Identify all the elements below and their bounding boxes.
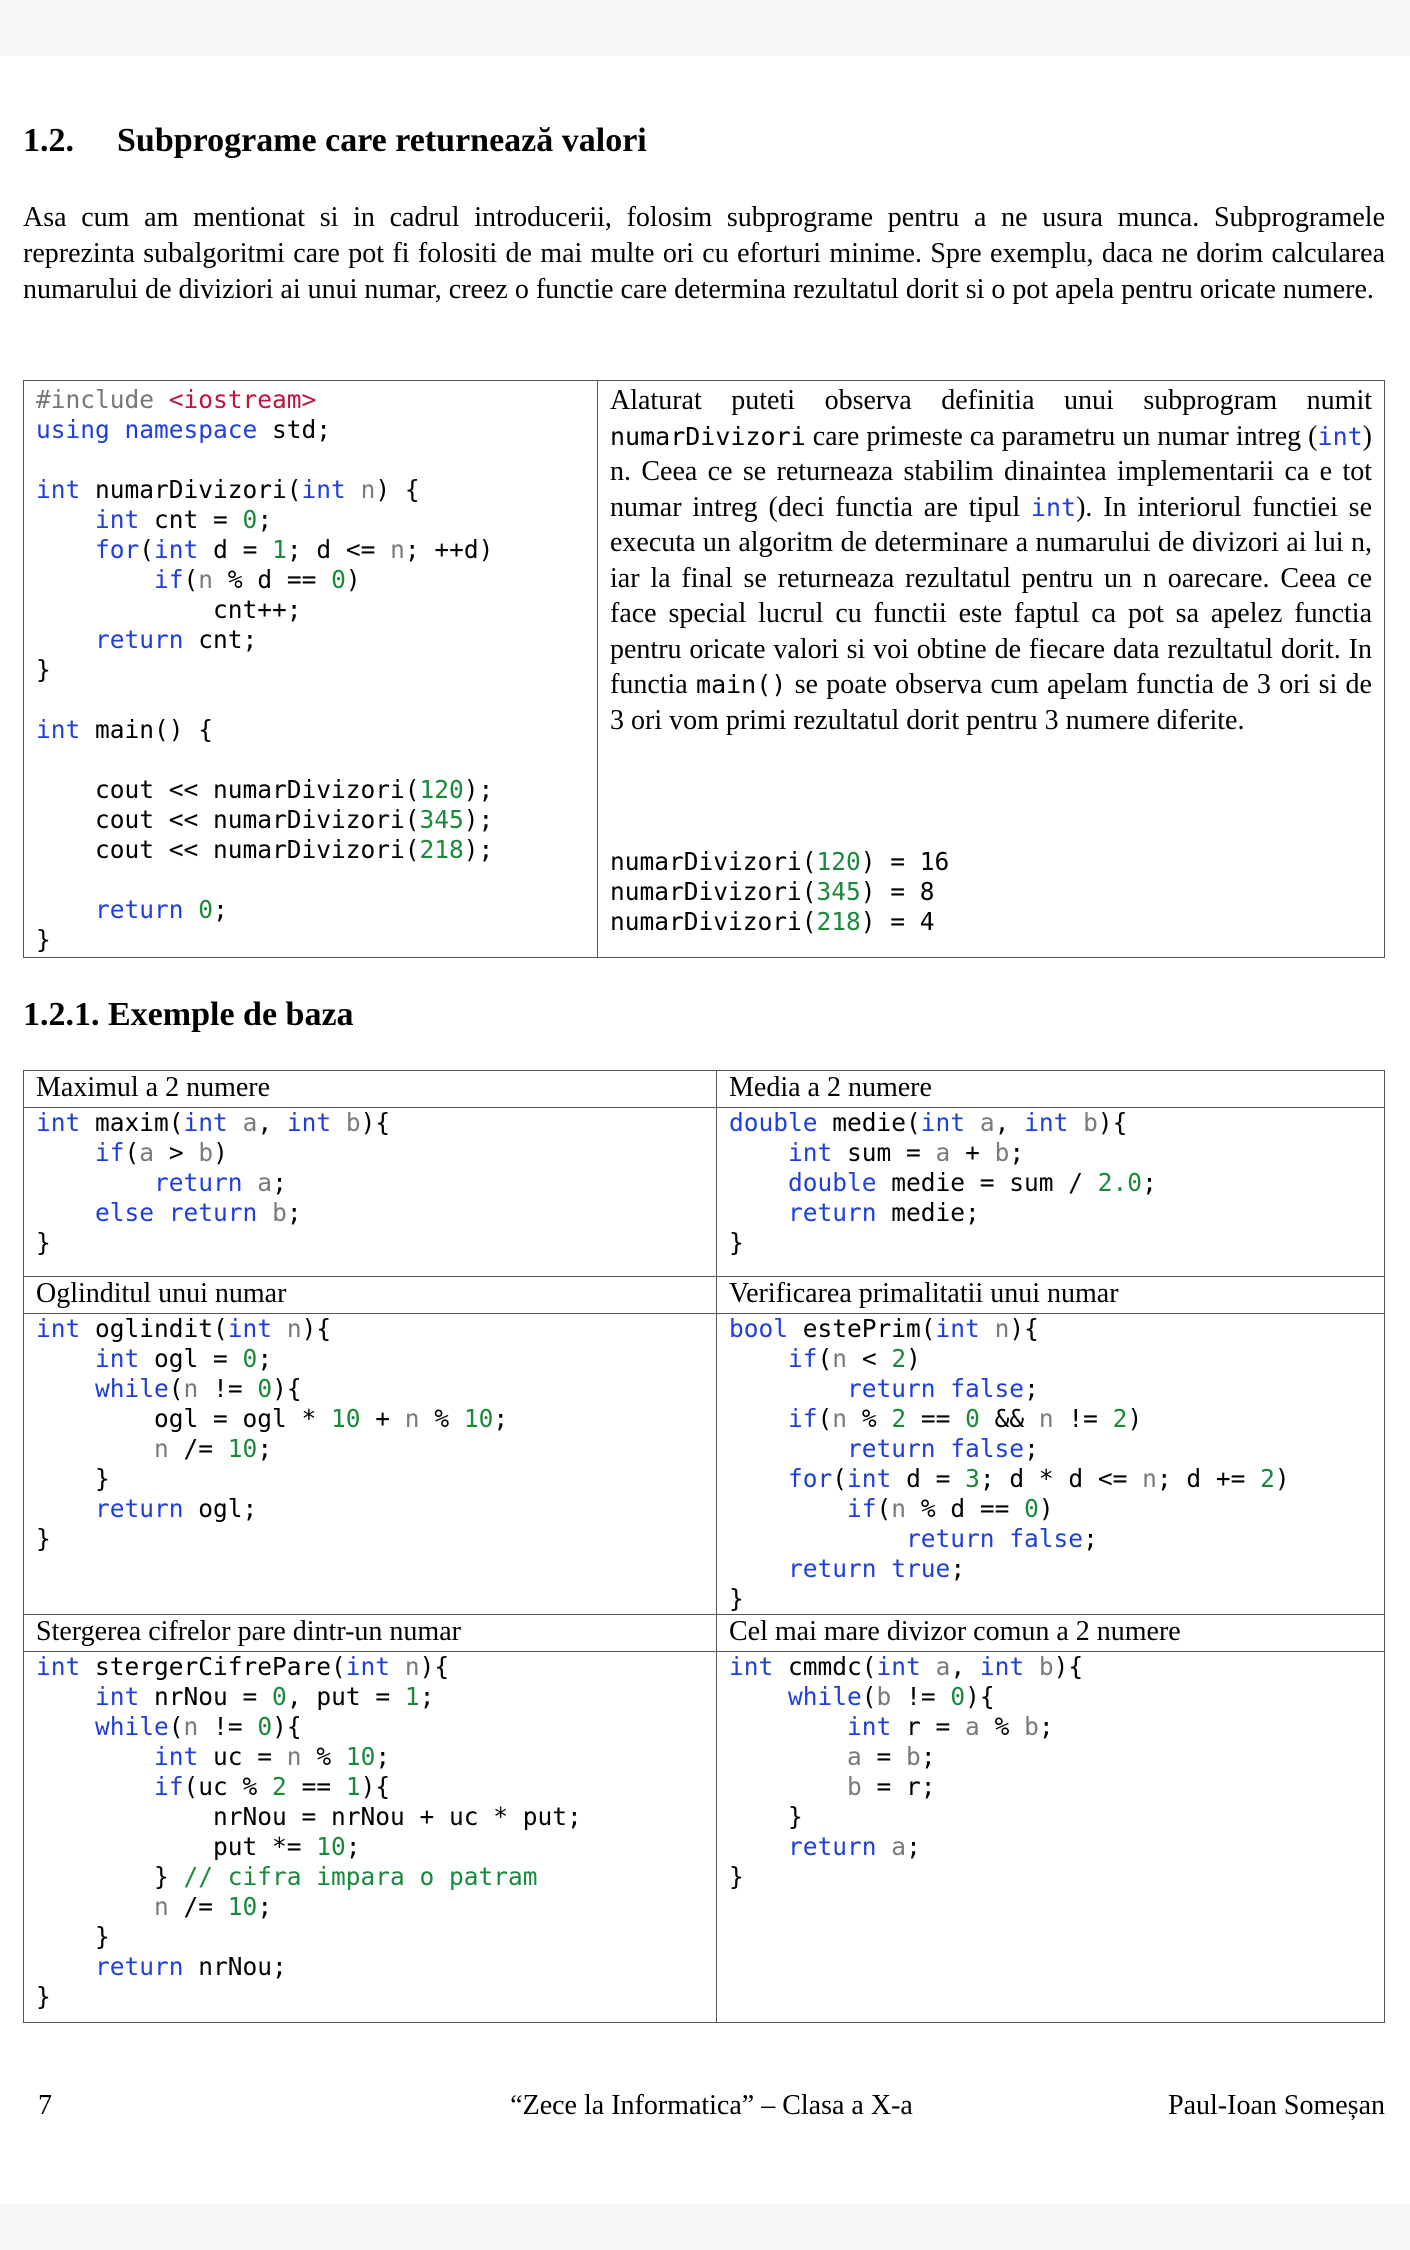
code-cell-gcd [717, 1652, 1385, 2023]
result-line: numarDivizori(218) = 4 [610, 907, 935, 936]
main-example-description [598, 381, 1384, 957]
code-cell-max [24, 1108, 717, 1277]
intro-paragraph: Asa cum am mentionat si in cadrul introducerii, folosim subprograme pentru a ne usura munca. Subprogramele reprezinta subalgoritmi care pot fi folositi de mai multe ori cu eforturi minime. Spre exemplu, daca ne dorim calcularea numarului de diviziori ai unui numar, creez o functie care determina rezultatul dorit si o pot apela pentru oricate numere. [23, 202, 1385, 305]
main-example-code [24, 381, 598, 957]
author-name: Paul-Ioan Someșan [1168, 2090, 1385, 2121]
main-example-table [23, 380, 1385, 958]
code-medie: double medie(int a, int b){ int sum = a + b; double medie = sum / 2.0; return medie; } [729, 1108, 1157, 1257]
example-title-remove: Stergerea cifrelor pare dintr-un numar [24, 1615, 717, 1652]
main-call: main() [696, 670, 787, 699]
section-number: 1.2. [23, 122, 74, 159]
example-title-avg: Media a 2 numere [717, 1071, 1385, 1108]
function-name: numarDivizori [610, 421, 806, 451]
example-title-prime: Verificarea primalitatii unui numar [717, 1277, 1385, 1314]
code-este-prim: bool estePrim(int n){ if(n < 2) return false; if(n % 2 == 0 && n != 2) return false; for(int d = 3; d * d <= n; d += 2) if(n % d == 0) return false; return true; } [729, 1314, 1290, 1613]
code-maxim: int maxim(int a, int b){ if(a > b) return a; else return b; } [36, 1108, 391, 1257]
code-sterger-cifre-pare: int stergerCifrePare(int n){ int nrNou = 0, put = 1; while(n != 0){ int uc = n % 10; if(uc % 2 == 1){ nrNou = nrNou + uc * put; put *= 10; } // cifra impara o patram n /= 10; } return nrNou; } [36, 1652, 582, 2011]
code-cell-mirror [24, 1314, 717, 1615]
examples-table [23, 1070, 1385, 2023]
example-title-mirror: Oglinditul unui numar [24, 1277, 717, 1314]
book-title: “Zece la Informatica” – Clasa a X-a [510, 2090, 913, 2121]
result-line: numarDivizori(345) = 8 [610, 877, 935, 906]
section-title: Subprograme care returnează valori [117, 122, 647, 159]
results-block [610, 847, 949, 937]
code-cell-prime [717, 1314, 1385, 1615]
type-int-2: int [1030, 492, 1077, 522]
code-cmmdc: int cmmdc(int a, int b){ while(b != 0){ int r = a % b; a = b; b = r; } return a; } [729, 1652, 1084, 1891]
code-numar-divizori: #include <iostream> using namespace std; int numarDivizori(int n) { int cnt = 0; for(int d = 1; d <= n; ++d) if(n % d == 0) cnt++; return cnt; } int main() { cout << numarDivizori(120); cout << numarDivizori(345); cout << numarDivizori(218); return 0; } [36, 385, 494, 954]
page-number: 7 [38, 2090, 52, 2121]
bottom-margin [0, 2204, 1410, 2250]
code-oglindit: int oglindit(int n){ int ogl = 0; while(n != 0){ ogl = ogl * 10 + n % 10; n /= 10; } return ogl; } [36, 1314, 509, 1553]
result-line: numarDivizori(120) = 16 [610, 847, 950, 876]
example-title-max: Maximul a 2 numere [24, 1071, 717, 1108]
description-paragraph: Alaturat puteti observa definitia unui subprogram numit numarDivizori care primeste ca parametru un numar intreg (int) n. Ceea ce se returneaza stabilim dinaintea implementarii ca e tot numar intreg (deci functia are tipul int). In interiorul functiei se executa un algoritm de determinare a numarului de divizori ai lui n, iar la final se returneaza rezultatul pentru un n oarecare. Ceea ce face special lucrul cu functii este faptul ca pot sa apelez functia pentru oricate valori si voi obtine de fiecare data rezultatul dorit. In functia main() se poate observa cum apelam functia de 3 ori si de 3 ori vom primi rezultatul dorit pentru 3 numere diferite. [610, 385, 1372, 736]
top-margin [0, 0, 1410, 56]
code-cell-remove [24, 1652, 717, 2023]
section-heading [23, 122, 647, 160]
type-int: int [1317, 421, 1363, 451]
example-title-gcd: Cel mai mare divizor comun a 2 numere [717, 1615, 1385, 1652]
code-cell-avg [717, 1108, 1385, 1277]
subsection-heading: 1.2.1. Exemple de baza [23, 996, 354, 1033]
